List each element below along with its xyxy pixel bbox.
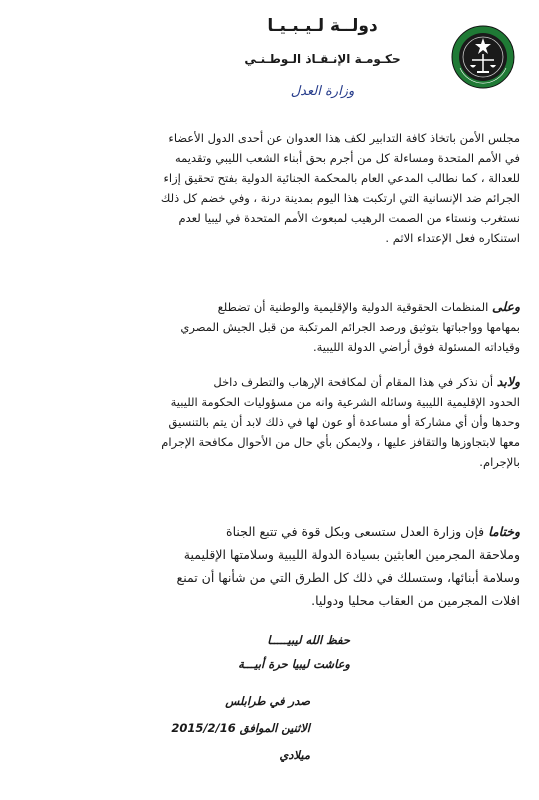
closing-block	[200, 628, 350, 676]
header-ministry-name: وزارة العدل	[290, 84, 355, 99]
p4-line: افلات المجرمين من العقاب محليا ودوليا.	[311, 593, 520, 608]
closing-line-1: حفظ الله ليبيـــــا	[267, 633, 350, 647]
p3-line: معها لابتجاوزها والتقافز عليها ، ولايمكن بأي حال من الأحوال مكافحة الإجرام	[161, 435, 520, 449]
p4-line: وملاحقة المجرمين العابثين بسيادة الدولة الليبية وسلامتها الإقليمية	[183, 547, 520, 562]
ministry-emblem-icon	[450, 24, 516, 90]
paragraph-3	[40, 372, 520, 472]
p1-line: مجلس الأمن باتخاذ كافة التدابير لكف هذا العدوان عن أحدى الدول الأعضاء	[168, 131, 520, 145]
p3-line: أن نذكر في هذا المقام أن لمكافحة الإرهاب والتطرف داخل	[213, 375, 494, 389]
p3-lead-word: ولابد	[496, 374, 520, 389]
p1-line: الجرائم ضد الإنسانية التي ارتكبت هذا اليوم بمدينة درنة ، وفي خضم كل ذلك	[160, 191, 520, 205]
p3-line: بالإجرام.	[479, 455, 520, 469]
p2-lead-word: وعلى	[491, 299, 520, 314]
p4-line: وسلامة أبنائها، وستسلك في ذلك كل الطرق التي من شأنها أن تمنع	[176, 570, 520, 585]
p3-line-first	[40, 372, 520, 392]
issued-place: صدر في طرابلس	[225, 694, 310, 708]
p2-line-first	[40, 297, 520, 317]
p4-line-first	[40, 520, 520, 543]
issued-date: الاثنين الموافق 2015/2/16 ميلادي	[171, 721, 310, 762]
p1-line: استنكاره فعل الإعتداء الاثم .	[385, 231, 520, 245]
p3-line: الحدود الإقليمية الليبية وسائله الشرعية وانه من مسؤوليات الحكومة الليبية	[170, 395, 520, 409]
p4-lead-word: وختاما	[488, 524, 520, 539]
paragraph-4	[40, 520, 520, 612]
paragraph-1	[40, 128, 520, 248]
p2-line: بمهامها وواجباتها بتوثيق ورصد الجرائم المرتكبة من قبل الجيش المصري	[180, 320, 520, 334]
p1-line: للعدالة ، كما نطالب المدعي العام بالمحكمة الجنائية الدولية بفتح تحقيق إزاء	[163, 171, 520, 185]
header-state-name: دولــة لـيـبـيـا	[267, 16, 378, 36]
paragraph-2	[40, 297, 520, 357]
p2-line: وقياداته المسئولة فوق أراضي الدولة الليبية.	[312, 340, 520, 354]
p1-line: نستغرب ونستاء من الصمت الرهيب لمبعوث الأمم المتحدة في ليبيا لعدم	[178, 211, 520, 225]
p1-line: في الأمم المتحدة ومساءلة كل من أجرم بحق أبناء الشعب الليبي وتقديمه	[174, 151, 520, 165]
header-government-name: حكـومـة الإنـقـاذ الـوطـنـي	[244, 52, 401, 66]
closing-line-2: وعاشت ليبيا حرة أبيـــة	[238, 657, 350, 671]
issued-block	[150, 688, 310, 769]
p3-line: وحدها وأن أي مشاركة أو مساعدة أو عون لها في ذلك لابد أن يتم بالتنسيق	[168, 415, 520, 429]
p2-line: المنظمات الحقوقية الدولية والإقليمية والوطنية أن تضطلع	[217, 300, 489, 314]
p4-line: فإن وزارة العدل ستسعى وبكل قوة في تتبع الجناة	[226, 524, 485, 539]
